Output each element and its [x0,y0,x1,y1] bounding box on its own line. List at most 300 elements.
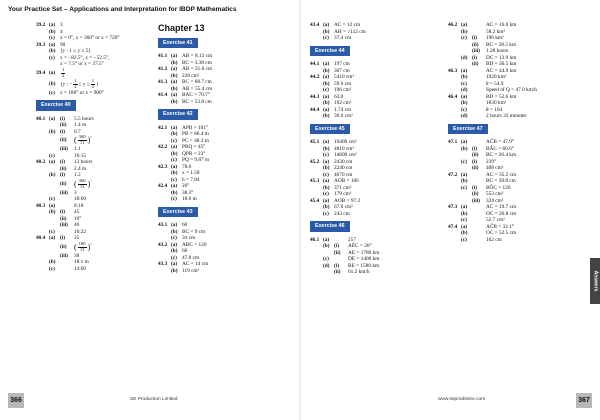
answer-cell: 41.3 [158,79,168,85]
answer-cell: 42.3 [158,163,168,170]
answer-cell: 1.28 hours [486,48,509,54]
answer-cell: 3 [60,22,63,28]
answer-row [310,113,440,120]
answer-cell: (c) [461,35,467,41]
answer-cell: 44.3 [310,93,320,100]
answer-cell: (c) [323,152,329,158]
answer-cell: (a) [49,235,56,241]
answer-cell: (b) [171,98,178,105]
answer-cell: 46.4 [448,93,458,100]
exercise-45-banner: Exercise 45 [310,124,350,135]
answer-cell: (ii) [472,61,479,67]
answer-cell: (b) [323,165,330,171]
answer-cell: (b) [323,100,330,106]
answer-cell: 42.4 [158,183,168,189]
footer-website: www.seprodstore.com [438,397,486,402]
answer-cell: (a) [49,202,56,209]
answer-cell: BC = 53.8 cm [182,98,212,105]
answer-cell: 44.1 [310,61,320,67]
answer-cell: (a) [171,79,178,85]
answer-cell: (b) [171,189,178,196]
answer-cell: 2240 cm [334,165,353,171]
answer-cell: AC = 44.9 km [486,67,517,74]
answer-cell: 58.2 km² [486,28,505,35]
answer-cell: (c) [323,35,329,41]
answer-cell: (c) [49,228,55,235]
answer-cell: (a) [461,171,468,178]
answer-cell: (a) [49,41,56,48]
answer-cell: (b) [49,209,56,215]
answer-cell: 3 [74,189,77,196]
answer-cell: ( [74,242,77,251]
answer-cell: (i) [60,115,65,122]
answer-cell: 1.74 cm [334,106,352,113]
answer-row [36,235,148,242]
answer-cell: BC = 3.38 cm [182,59,212,66]
answer-cell: AOB = 97.2 [334,197,361,204]
answer-cell: 39.3 [36,41,46,48]
answer-row [310,35,440,42]
answer-cell: (c) [323,171,329,178]
answer-cell: x = 0°, x = 360° or x = 720° [60,35,120,41]
answer-cell: BD = 52.6 km [486,93,517,100]
answer-cell: (a) [171,222,178,228]
answer-cell: BC = 28.5 km [486,41,517,48]
answer-cell: (c) [171,157,177,163]
answer-cell: 2430 cm [334,158,353,165]
answer-cell: (i) [472,35,477,41]
answer-cell: 43.1 [158,222,168,228]
exercise-42-banner: Exercise 42 [158,109,198,120]
answer-cell: 41.2 [158,66,168,72]
answer-cell: 4810 cm² [334,145,354,152]
answer-cell: 243 cm [334,210,350,217]
answer-cell: (ii) [334,249,341,256]
page-header-title: Your Practice Set – Applications and Interpretation for IBDP Mathematics [8,6,237,13]
answer-row [36,68,148,79]
answer-cell: 10:22 [74,228,87,235]
answer-cell: 18:00 [74,196,87,202]
answer-cell: (ii) [60,180,67,187]
answer-cell: (a) [323,139,330,145]
answer-cell: 46.2 [448,22,458,28]
answer-cell: DE = 1400 km [348,256,380,262]
answer-cell: (d) [461,113,468,119]
footer-publisher: SE Production Limited [130,397,178,402]
answer-cell: 47.2 [448,171,458,178]
answer-cell: (c) [171,254,177,261]
answer-cell: 360 [78,177,86,183]
answer-cell: (i) [60,128,65,135]
answers-side-tab: Answers [590,258,600,304]
answer-cell: 1 [91,77,95,83]
answer-cell: 42.2 [158,144,168,150]
answer-cell: {y : − $\frac{1}{2}$ ≤ y ≤ $\frac{1}{2}$ } [60,77,99,89]
fraction [78,179,87,190]
answer-cell: (a) [171,92,178,98]
answer-cell: 18.1 m [74,259,89,265]
answer-cell: (d) [323,262,330,269]
answer-cell: (ii) [334,269,341,275]
answer-cell: (b) [49,172,56,178]
answer-cell: 45.1 [310,139,320,145]
fraction [91,79,95,90]
answer-cell: 40.2 [36,159,46,165]
answer-cell: (a) [171,261,178,267]
fraction [61,68,65,79]
answer-cell: 61.2 km/h [348,269,370,275]
answer-cell: (b) [461,100,468,106]
answer-cell: x = 1.58 [182,170,200,176]
answer-cell: (iii) [472,48,480,54]
answer-cell: (a) [323,93,330,100]
answer-row [36,90,148,97]
answer-cell: 4 [60,28,63,35]
answer-cell: (c) [461,217,467,223]
answer-cell: (c) [49,196,55,202]
answer-cell: 30.0 cm² [334,113,353,119]
answer-cell: 1 [74,77,77,83]
answer-cell: (b) [49,259,56,265]
answer-cell: (b) [461,230,468,236]
answer-cell: (a) [49,69,56,76]
answer-row [310,211,440,218]
answer-cell: AE = 1780 km [348,249,380,256]
answer-cell: (b) [323,184,330,191]
answer-cell: (c) [323,256,329,262]
answer-cell: (b) [461,28,468,35]
answer-cell: 2 [62,72,65,78]
answer-cell: 3π cm [182,235,196,241]
answer-cell: (b) [171,72,178,79]
chapter-title: Chapter 13 [158,23,205,33]
answer-cell: 1020 km² [486,74,507,80]
answer-cell: 197 cm [334,61,350,67]
answer-cell: AĈB = 47.9° [486,139,514,145]
exercise-43-banner: Exercise 43 [158,207,198,218]
answer-cell: (b) [461,210,468,217]
answer-cell: 11 [79,140,85,145]
answer-cell: (a) [461,139,468,145]
answers-column-4 [448,22,586,243]
answer-cell: (c) [461,158,467,165]
answer-cell: PRQ = 45° [182,144,206,150]
answer-cell: 18.6 m [182,196,197,202]
answer-cell: (i) [60,172,65,178]
answer-cell: x = 7.5° or x = 37.5° [60,61,104,67]
answer-cell: (ii) [60,137,67,144]
answer-cell: (c) [171,196,177,202]
answer-cell: 13 [79,183,85,189]
answer-cell: AH = √112 cm [334,28,366,35]
answer-cell: 45.3 [310,178,320,184]
answer-cell: 0.7 [74,128,81,135]
answer-cell: 45 [74,209,80,215]
answer-row [36,172,148,179]
answer-cell: (i) [60,235,65,241]
answer-cell: ( [74,179,77,188]
answer-cell: (b) [171,150,178,157]
exercise-47-banner: Exercise 47 [448,124,488,135]
answer-row [310,269,440,276]
answer-cell: (ii) [60,165,67,172]
answer-cell: (b) [49,48,56,54]
answer-cell: BD = 36.5 km [486,61,517,67]
answer-cell: ° [90,135,92,140]
answer-cell: 257 [348,236,356,243]
answer-row [36,129,148,136]
answer-cell: 46.3 [448,67,458,74]
answer-cell: (i) [472,54,477,61]
answer-cell: BAC = 70.7° [182,92,210,98]
answer-cell: (a) [171,124,178,131]
answer-cell: (b) [461,74,468,80]
answer-cell: (b) [171,228,178,235]
answer-cell: Speed of Q = 47.0 km/h [486,87,537,93]
answer-cell: 41.1 [158,53,168,59]
answer-cell: 408 cm² [486,165,504,171]
answer-cell: (i) [60,159,65,165]
answer-cell: BC = 9 cm [182,228,206,235]
answer-cell: (a) [171,183,178,189]
answer-cell: 37.4 cm [334,35,352,41]
answer-row [36,242,148,253]
answer-cell: ) [87,135,91,145]
answer-cell: (i) [472,158,477,165]
page-fold [298,0,302,420]
answer-cell: 2 [91,83,95,89]
answer-cell: (b) [171,59,178,66]
answer-cell: 43.4 [310,22,320,28]
answer-cell: 102 cm [486,236,502,243]
answer-cell: (i) [472,184,477,191]
answer-cell: 4670 cm [334,171,353,178]
answer-cell: (a) [171,144,178,150]
answer-cell: (b) [171,248,178,254]
answer-cell: ( [74,135,77,145]
answer-cell: 47.4 [448,223,458,230]
answer-cell: (ii) [60,122,67,128]
answer-cell: 42.1 [158,124,168,131]
answer-cell: 60 [182,248,188,254]
answer-cell: 59.0 cm [334,80,352,87]
answer-cell: 47.3 [448,204,458,210]
answer-cell: (c) [49,152,55,159]
answer-cell: h = 7.84 [182,176,200,183]
answer-cell: (a) [461,67,468,74]
answer-cell: (b) [323,145,330,152]
exercise-41-banner: Exercise 41 [158,38,198,49]
answer-cell: (a) [49,115,56,122]
answer-row [448,113,586,120]
answer-cell: (a) [323,22,330,28]
fraction [78,135,87,146]
answer-cell: 40.4 [36,235,46,241]
answer-cell: 553 cm² [486,191,504,197]
answer-cell: OC = 52.5 cm [486,230,517,236]
answer-cell: 1.4 m [74,122,87,128]
answer-cell: 19400 cm³ [334,139,357,145]
answer-cell: (ii) [60,215,67,222]
answer-cell: 2 [74,83,77,89]
answer-cell: 239° [486,158,497,165]
answer-cell: AC = 16.6 km [486,22,517,28]
answer-cell: DC = 13.9 km [486,54,517,61]
answer-cell: 2 hours 33 minutes [486,113,527,119]
answer-cell: (b) [49,128,56,135]
answer-row [448,237,586,244]
answer-cell: (b) [171,131,178,137]
answer-cell: AB = 21.8 cm [182,66,213,72]
answer-cell: 47.1 [448,139,458,145]
answer-cell: 179 cm² [334,191,352,197]
answer-cell: 38 [74,252,80,259]
answer-cell: (ii) [472,152,479,158]
fraction [73,79,77,90]
answer-cell: (c) [49,265,55,272]
answer-cell: 1 [62,66,65,72]
answer-cell: 39.2 [36,22,46,28]
answer-cell: 39.4 [36,69,46,76]
answer-cell: 46.1 [310,236,320,243]
answer-row [36,179,148,190]
answer-cell: ) [87,179,91,188]
answer-cell: (a) [171,241,178,248]
exercise-40-banner: Exercise 40 [36,100,76,111]
answer-cell: ABC = 120 [182,241,207,248]
answers-column-3 [310,22,440,276]
answer-cell: (c) [49,35,55,41]
answer-cell: 307 cm [334,67,350,74]
answer-cell: (c) [49,54,55,61]
answer-cell: 43.3 [158,261,168,267]
answer-cell: 44.4 [310,106,320,113]
answer-cell: AC = 19.7 cm [486,204,517,210]
answer-cell: (a) [323,106,330,113]
answer-cell: 228 cm² [182,72,200,79]
answer-cell: 52.7 cm² [486,217,505,223]
answer-cell: BC = 68.7 cm [182,79,212,85]
answer-cell: (b) [461,145,468,152]
answer-cell: ° [90,179,92,184]
exercise-46-banner: Exercise 46 [310,221,350,232]
answer-cell: APB = 101° [182,124,209,131]
answer-cell: (a) [323,61,330,67]
answer-cell: 371 cm² [334,184,352,191]
answer-cell: (c) [461,184,467,191]
answer-cell [74,242,148,253]
answer-cell: (iii) [60,146,68,152]
answer-cell: {y : 1 ≤ y ≤ 5} [60,48,91,54]
answer-cell: θ = 104 [486,106,503,113]
answer-cell: OC = 26.8 cm [486,210,517,217]
answer-cell: ° [90,242,92,247]
answer-cell: 324 cm² [486,197,504,204]
answer-cell [74,135,148,146]
answer-cell: (a) [323,236,330,243]
answer-cell: (ii) [60,243,67,250]
answer-cell: PQ = 9.87 m [182,157,210,163]
answer-cell: (c) [171,235,177,241]
answer-cell: (b) [323,113,330,119]
answer-cell: (c) [171,176,177,183]
answer-cell: 10° [74,215,82,222]
answer-cell: 192 cm² [334,100,352,106]
answer-cell: 90 [60,41,66,48]
page-number-right: 367 [576,393,592,408]
answer-cell: AC = 12 cm [334,22,361,28]
answer-cell: 46 [74,222,80,228]
answer-cell: PB = 86.4 m [182,131,209,137]
answer-cell: 45.2 [310,158,320,165]
answer-cell: (a) [171,163,178,170]
answer-cell: (b) [323,28,330,35]
answer-cell: BÂC = 60.6° [486,145,514,152]
answer-cell: 78.6 [182,163,192,170]
answer-cell: (b) [171,85,178,92]
answer-row [158,268,288,275]
answer-cell: 5.5 hours [74,115,94,122]
answer-cell: AC = 14 cm [182,261,209,267]
answer-cell: (a) [171,66,178,72]
answer-cell: (c) [323,210,329,217]
answer-cell: (iii) [60,252,68,259]
answer-cell: (b) [323,80,330,87]
fraction [78,242,87,253]
answer-cell: 1.1 [74,146,81,152]
answer-cell: (i) [472,145,477,152]
answer-cell: x = −82.5°, x = −52.5°, [60,54,110,61]
exercise-44-banner: Exercise 44 [310,46,350,57]
answer-cell: 5410 cm² [334,74,354,80]
answer-cell: (c) [49,89,55,96]
answer-cell: (b) [323,243,330,249]
answer-cell: QPR = 23° [182,150,206,157]
answer-cell: 14:00 [74,265,87,272]
answer-cell: 13 [79,246,85,252]
answers-column-1 [36,22,148,272]
answer-cell: 43.2 [158,241,168,248]
answer-row [36,266,148,273]
answer-cell: x = 180° or x = 900° [60,89,104,96]
answer-cell: AOB = 106 [334,178,359,184]
answer-cell: (a) [49,22,56,28]
answer-cell: θ = 54.9 [486,80,504,87]
answers-column-2 [158,22,288,274]
answer-cell: (iii) [472,197,480,204]
page-number-left: 366 [8,393,24,408]
answer-row [36,135,148,146]
answer-cell: (b) [49,28,56,35]
answer-cell: 1830 km² [486,100,507,106]
answer-cell: 67.8 cm² [334,204,353,210]
answer-cell: BE = 1580 km [348,262,380,269]
answer-cell: (b) [323,204,330,210]
answer-cell: (a) [461,93,468,100]
answer-cell: 196 cm² [334,87,352,93]
answer-cell: 13 hours [74,159,93,165]
answer-cell: 16:15 [74,152,87,159]
answer-cell: BÔC = 120 [486,184,511,191]
answer-cell: 60 [182,222,188,228]
answer-cell: AĈB = 32.1° [486,223,514,230]
answer-cell: 38.3° [182,189,194,196]
answer-cell: (c) [461,236,467,243]
answer-cell: (iii) [60,189,68,196]
answer-cell: BC = 39.8 cm [486,178,516,184]
answer-cell: (ii) [472,41,479,48]
answer-cell: 14600 cm³ [334,152,357,158]
